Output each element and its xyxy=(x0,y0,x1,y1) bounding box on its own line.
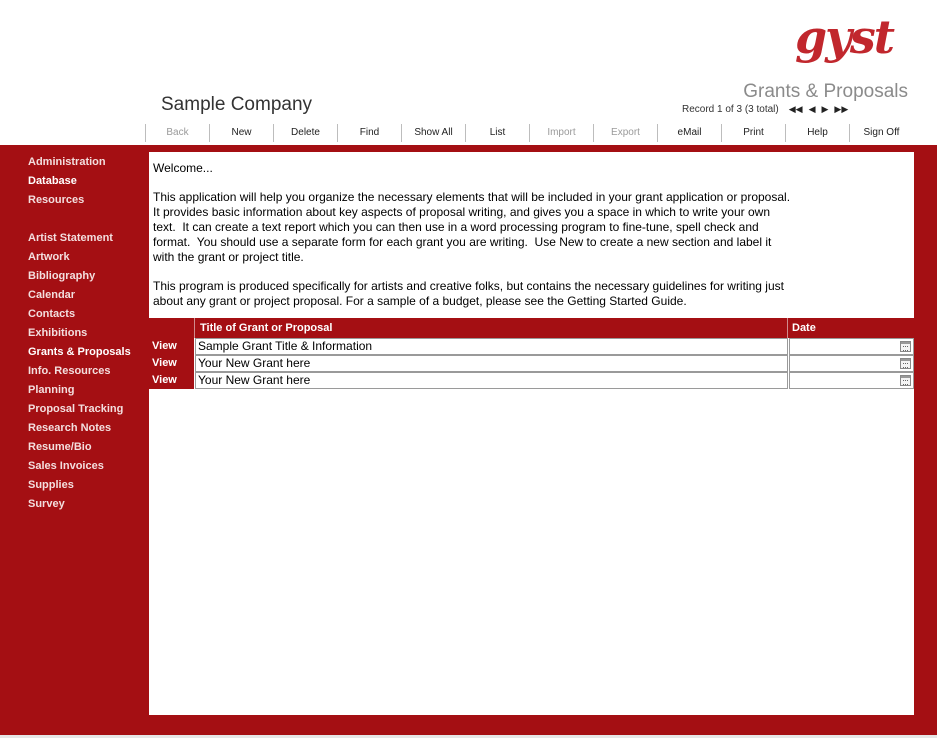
company-name: Sample Company xyxy=(161,94,313,115)
grant-date-field[interactable] xyxy=(789,372,914,389)
sidebar-item-database[interactable]: Database xyxy=(28,175,77,187)
module-title: Grants & Proposals xyxy=(743,81,908,102)
sidebar-item-planning[interactable]: Planning xyxy=(28,384,75,396)
sidebar-item-grants-proposals[interactable]: Grants & Proposals xyxy=(28,346,131,358)
grant-title-field[interactable]: Your New Grant here xyxy=(195,372,788,389)
toolbar-new-button[interactable]: New xyxy=(209,124,273,142)
toolbar-show-all-button[interactable]: Show All xyxy=(401,124,465,142)
content-panel xyxy=(149,152,914,715)
sidebar-item-survey[interactable]: Survey xyxy=(28,498,65,510)
toolbar-sign-off-button[interactable]: Sign Off xyxy=(849,124,913,142)
sidebar-item-administration[interactable]: Administration xyxy=(28,156,106,168)
sidebar-item-artist-statement[interactable]: Artist Statement xyxy=(28,232,113,244)
sidebar-spacer xyxy=(28,212,146,231)
sidebar-item-exhibitions[interactable]: Exhibitions xyxy=(28,327,88,339)
sidebar-item-resources[interactable]: Resources xyxy=(28,194,85,206)
grant-title-field[interactable]: Sample Grant Title & Information xyxy=(195,338,788,355)
intro-text xyxy=(149,152,914,309)
grant-date-field[interactable] xyxy=(789,338,914,355)
toolbar-print-button[interactable]: Print xyxy=(721,124,785,142)
sidebar-item-bibliography[interactable]: Bibliography xyxy=(28,270,96,282)
calendar-icon[interactable] xyxy=(900,358,911,369)
last-icon[interactable]: ▶▶ xyxy=(834,104,849,114)
view-button[interactable]: View xyxy=(149,355,194,372)
previous-icon[interactable]: ◀ xyxy=(808,104,816,114)
title-column-header: Title of Grant or Proposal xyxy=(194,318,787,338)
first-icon[interactable]: ◀◀ xyxy=(788,104,803,114)
grant-title-field[interactable]: Your New Grant here xyxy=(195,355,788,372)
record-status: Record 1 of 3 (3 total) xyxy=(682,103,779,115)
grant-date-field[interactable] xyxy=(789,355,914,372)
table-row xyxy=(149,372,914,389)
sidebar-item-sales-invoices[interactable]: Sales Invoices xyxy=(28,460,104,472)
sidebar-item-info-resources[interactable]: Info. Resources xyxy=(28,365,111,377)
sidebar-item-research-notes[interactable]: Research Notes xyxy=(28,422,112,434)
calendar-icon[interactable] xyxy=(900,341,911,352)
table-header xyxy=(149,318,914,338)
toolbar-help-button[interactable]: Help xyxy=(785,124,849,142)
view-button[interactable]: View xyxy=(149,372,194,389)
intro-paragraph-2: This program is produced specifically for artists and creative folks, but contains the necessary guidelines for writing just about any grant or project proposal. For a sample of a budget, please see the Getting Started Guide. xyxy=(153,279,784,308)
toolbar-find-button[interactable]: Find xyxy=(337,124,401,142)
toolbar-import-button: Import xyxy=(529,124,593,142)
toolbar-back-button: Back xyxy=(145,124,209,142)
sidebar-item-calendar[interactable]: Calendar xyxy=(28,289,76,301)
toolbar-list-button[interactable]: List xyxy=(465,124,529,142)
grants-table xyxy=(149,318,914,389)
header xyxy=(0,0,937,145)
date-column-header: Date xyxy=(787,318,914,338)
toolbar-export-button: Export xyxy=(593,124,657,142)
welcome-text: Welcome... xyxy=(153,161,213,175)
calendar-icon[interactable] xyxy=(900,375,911,386)
toolbar xyxy=(145,124,913,142)
toolbar-email-button[interactable]: eMail xyxy=(657,124,721,142)
sidebar-item-artwork[interactable]: Artwork xyxy=(28,251,70,263)
sidebar-item-proposal-tracking[interactable]: Proposal Tracking xyxy=(28,403,124,415)
record-navigator xyxy=(682,103,848,115)
table-row xyxy=(149,355,914,372)
intro-paragraph-1: This application will help you organize the necessary elements that will be included in your grant application or proposal. It provides basic information about key aspects of proposal writing, and gives you a space in which to write your own text. It can create a text report which you can then use in a word processing program to fine-tune, spell check and format. You should use a separate form for each grant you are writing. Use New to create a new section and label it with the grant or project title. xyxy=(153,190,791,264)
view-column-header xyxy=(149,318,194,338)
sidebar-item-contacts[interactable]: Contacts xyxy=(28,308,76,320)
toolbar-delete-button[interactable]: Delete xyxy=(273,124,337,142)
view-button[interactable]: View xyxy=(149,338,194,355)
gyst-logo: gyst xyxy=(795,10,894,64)
next-icon[interactable]: ▶ xyxy=(821,104,829,114)
sidebar xyxy=(28,155,146,516)
sidebar-item-resume-bio[interactable]: Resume/Bio xyxy=(28,441,92,453)
sidebar-item-supplies[interactable]: Supplies xyxy=(28,479,74,491)
table-row xyxy=(149,338,914,355)
